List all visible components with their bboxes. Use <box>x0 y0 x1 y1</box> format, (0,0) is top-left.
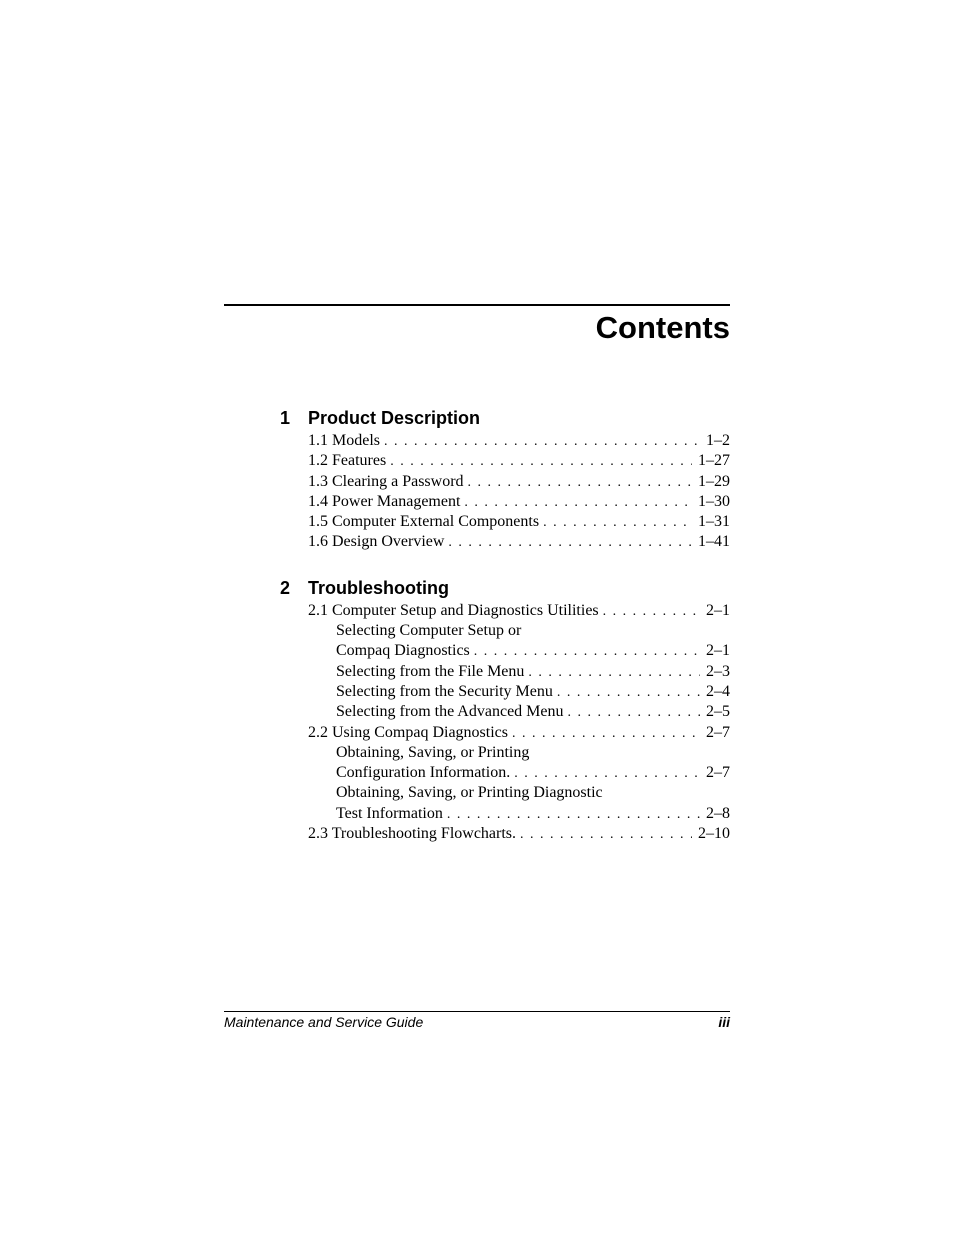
toc-entry[interactable] <box>280 702 730 722</box>
toc-entry[interactable] <box>280 763 730 783</box>
dot-leader <box>520 825 692 845</box>
entry-page: 2–1 <box>706 601 730 619</box>
toc-entry[interactable] <box>280 824 730 844</box>
entry-page: 2–5 <box>706 703 730 721</box>
footer-rule <box>224 1011 730 1012</box>
entry-label: 1.5 Computer External Components <box>308 513 540 531</box>
chapter-number: 2 <box>280 577 291 598</box>
toc-entry[interactable] <box>280 621 730 641</box>
dot-leader <box>464 493 692 513</box>
toc-entry[interactable] <box>280 641 730 661</box>
dot-leader <box>528 663 700 683</box>
dot-leader <box>390 452 692 472</box>
dot-leader <box>447 805 700 825</box>
entry-page: 1–30 <box>698 492 730 510</box>
entry-label: Test Information <box>336 804 443 822</box>
entry-label: 1.4 Power Management <box>308 492 461 510</box>
entry-page: 1–27 <box>698 452 730 470</box>
toc-entry[interactable] <box>280 472 730 492</box>
entry-label: 1.1 Models <box>308 432 380 449</box>
entry-label: 1.2 Features <box>308 452 387 470</box>
table-of-contents <box>280 405 730 844</box>
chapter-2 <box>280 575 730 845</box>
toc-entry[interactable] <box>280 512 730 532</box>
entry-page: 2–3 <box>706 662 730 680</box>
entry-page: 2–7 <box>706 764 730 782</box>
toc-entry[interactable] <box>280 723 730 743</box>
entry-label: 1.3 Clearing a Password <box>308 472 464 490</box>
dot-leader <box>468 473 692 493</box>
entry-label: 2.1 Computer Setup and Diagnostics Utilities <box>308 601 599 619</box>
chapter-number: 1 <box>280 408 291 428</box>
entry-page: 1–2 <box>706 432 730 449</box>
entry-label: 2.2 Using Compaq Diagnostics <box>308 723 508 741</box>
dot-leader <box>603 602 700 622</box>
entry-label: Selecting from the File Menu <box>336 662 525 680</box>
entry-label: Selecting Computer Setup or <box>336 622 522 640</box>
entry-label: Compaq Diagnostics <box>336 642 470 660</box>
entry-label: 2.3 Troubleshooting Flowcharts. <box>308 825 517 843</box>
entry-label: Selecting from the Advanced Menu <box>336 703 564 721</box>
chapter-heading[interactable] <box>280 575 730 601</box>
footer-page-number: iii <box>718 1014 730 1030</box>
chapter-heading[interactable] <box>280 405 730 431</box>
entry-label: Selecting from the Security Menu <box>336 682 553 700</box>
toc-entry[interactable] <box>280 601 730 621</box>
entry-label: Obtaining, Saving, or Printing <box>336 743 530 761</box>
dot-leader <box>514 764 700 784</box>
title-rule <box>224 304 730 306</box>
dot-leader <box>474 642 700 662</box>
dot-leader <box>557 683 700 703</box>
entry-page: 2–10 <box>698 825 730 843</box>
chapter-1 <box>280 405 730 553</box>
dot-leader <box>384 432 700 452</box>
entry-label: Obtaining, Saving, or Printing Diagnostic <box>336 784 603 802</box>
page-title: Contents <box>595 310 730 345</box>
toc-entry[interactable] <box>280 662 730 682</box>
toc-entry[interactable] <box>280 743 730 763</box>
toc-entry[interactable] <box>280 492 730 512</box>
chapter-title: Product Description <box>308 408 481 428</box>
dot-leader <box>448 533 692 553</box>
entry-page: 1–41 <box>698 533 730 551</box>
dot-leader <box>568 703 701 723</box>
entry-page: 2–7 <box>706 723 730 741</box>
entry-page: 2–8 <box>706 804 730 822</box>
entry-page: 1–31 <box>698 513 730 531</box>
toc-entry[interactable] <box>280 783 730 803</box>
toc-entry[interactable] <box>280 431 730 451</box>
entry-page: 1–29 <box>698 472 730 490</box>
entry-page: 2–1 <box>706 642 730 660</box>
dot-leader <box>543 513 692 533</box>
entry-label: 1.6 Design Overview <box>308 533 445 551</box>
toc-entry[interactable] <box>280 451 730 471</box>
entry-label: Configuration Information. <box>336 764 511 782</box>
toc-entry[interactable] <box>280 682 730 702</box>
entry-page: 2–4 <box>706 682 730 700</box>
dot-leader <box>512 724 700 744</box>
toc-entry[interactable] <box>280 804 730 824</box>
toc-entry[interactable] <box>280 532 730 552</box>
footer-guide-title: Maintenance and Service Guide <box>224 1014 424 1030</box>
chapter-title: Troubleshooting <box>308 577 449 598</box>
